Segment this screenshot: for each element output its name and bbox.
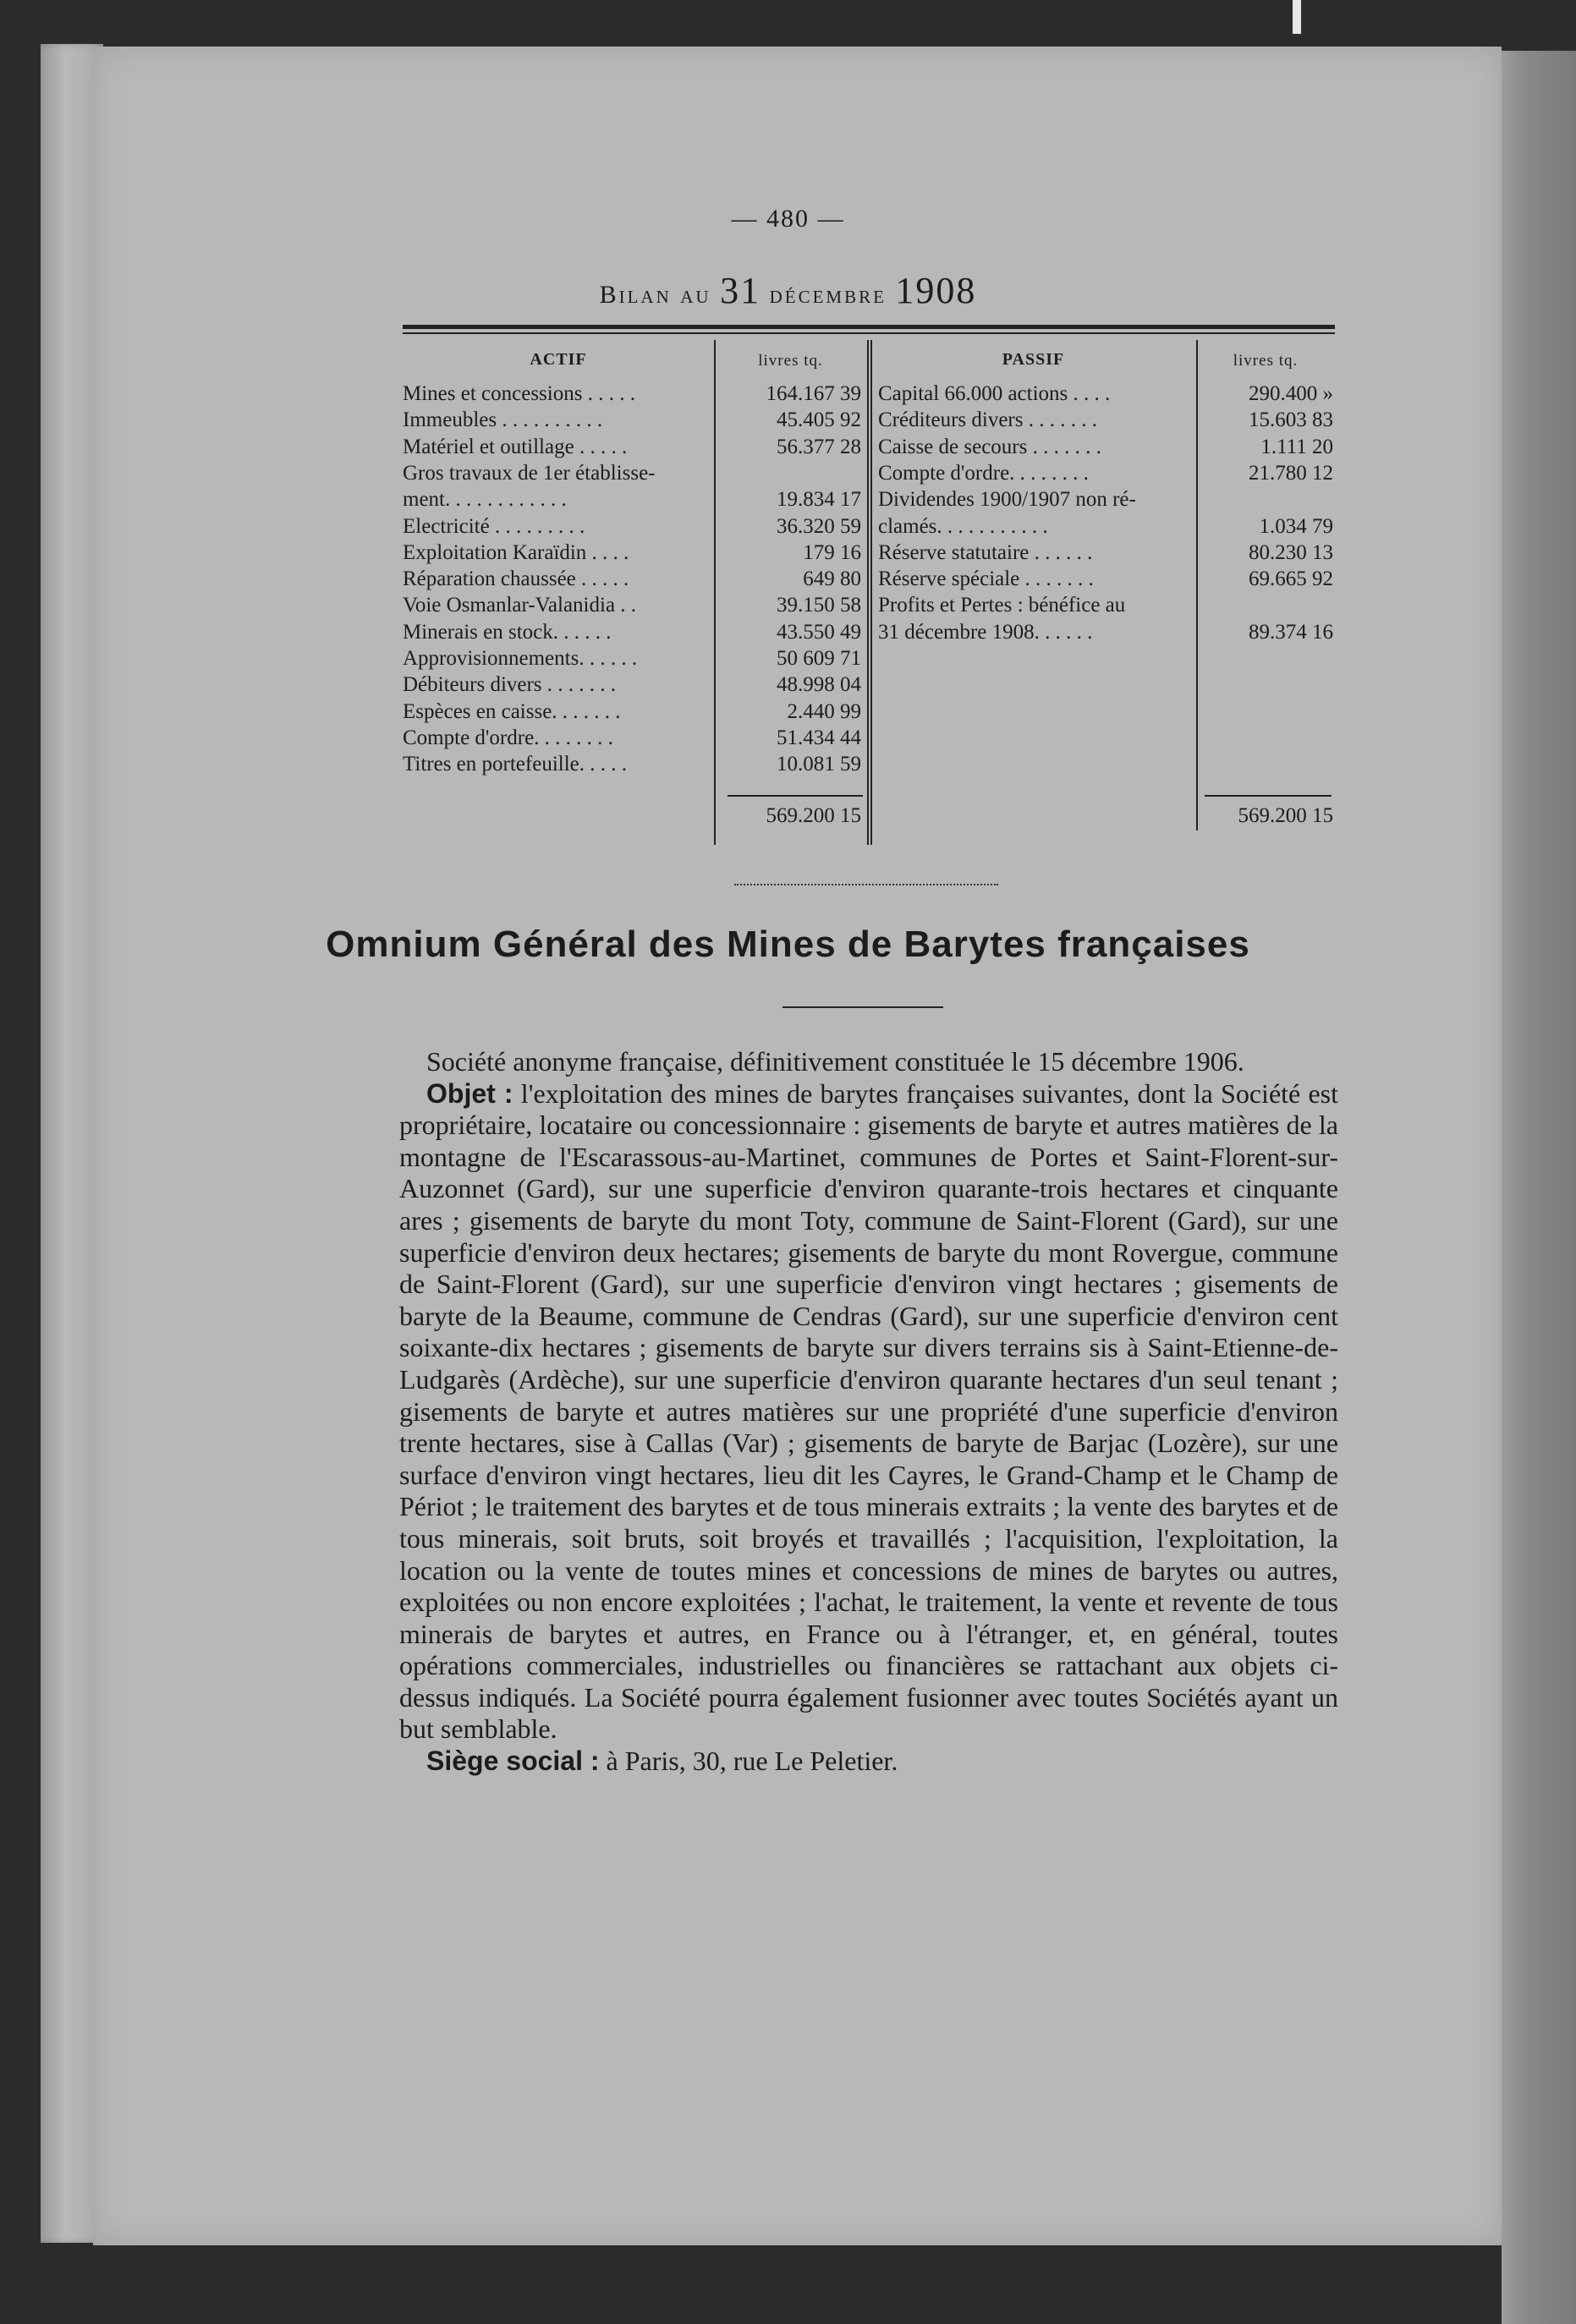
passif-row-label: Dividendes 1900/1907 non ré- (878, 488, 1136, 512)
passif-row-value: 1.034 79 (1259, 514, 1333, 538)
passif-row-label: Capital 66.000 actions . . . . (878, 382, 1111, 405)
actif-row-label: ment. . . . . . . . . . . . (403, 488, 567, 512)
table-top-rule-thin (403, 332, 1335, 334)
passif-row-value: 80.230 13 (1249, 540, 1333, 564)
passif-row-label: Profits et Pertes : bénéfice au (878, 594, 1126, 617)
column-divider (867, 340, 869, 845)
actif-row-label: Electricité . . . . . . . . . (403, 514, 585, 538)
passif-total: 569.200 15 (1238, 804, 1333, 827)
actif-total: 569.200 15 (766, 804, 861, 827)
passif-row-value: 69.665 92 (1249, 567, 1333, 591)
actif-row-label: Matériel et outillage . . . . . (403, 435, 628, 458)
objet-paragraph (399, 1078, 1338, 1746)
passif-row-value: 21.780 12 (1249, 461, 1333, 485)
passif-row-label: Créditeurs divers . . . . . . . (878, 408, 1097, 432)
actif-row-value: 179 16 (803, 540, 861, 564)
actif-header: ACTIF (530, 350, 587, 369)
bilan-title-month: décembre (769, 281, 887, 309)
actif-row-value: 50 609 71 (777, 647, 861, 670)
actif-row-label: Voie Osmanlar-Valanidia . . (403, 594, 637, 617)
column-divider (870, 340, 872, 845)
actif-row-value: 43.550 49 (777, 620, 861, 644)
actif-row-label: Espèces en caisse. . . . . . . (403, 699, 621, 723)
actif-row-label: Exploitation Karaïdin . . . . (403, 540, 629, 564)
passif-row-label: Réserve spéciale . . . . . . . (878, 567, 1094, 591)
passif-row-label: Compte d'ordre. . . . . . . . (878, 461, 1089, 485)
actif-total-rule (728, 795, 863, 797)
bilan-title-day: 31 (720, 270, 761, 311)
actif-row-value: 36.320 59 (777, 514, 861, 538)
siege-label: Siège social : (426, 1746, 600, 1777)
passif-row-value: 1.111 20 (1260, 435, 1333, 458)
bilan-title (0, 269, 1576, 312)
column-divider (714, 340, 716, 845)
passif-header: PASSIF (1002, 350, 1065, 369)
bilan-title-year: 1908 (895, 270, 977, 311)
actif-row-value: 56.377 28 (777, 435, 861, 458)
siege-paragraph (399, 1746, 1338, 1778)
actif-row-value: 48.998 04 (777, 673, 861, 697)
company-title: Omnium Général des Mines de Barytes françaises (326, 924, 1250, 965)
page-number: — 480 — (731, 205, 845, 233)
siege-text: à Paris, 30, rue Le Peletier. (606, 1746, 898, 1777)
passif-row-value: 15.603 83 (1249, 408, 1333, 432)
actif-row-value: 45.405 92 (777, 408, 861, 432)
objet-text: l'exploitation des mines de barytes françaises suivantes, dont la Société est propriétaire, locataire ou concessionnaire : gisements de baryte et autres matières de la montagne de l'Escarassous-au-Martinet, communes de Portes et Saint-Florent-sur-Auzonnet (Gard), sur une superficie d'environ quarante-trois hectares et cinquante ares ; gisements de baryte du mont Toty, commune de Saint-Florent (Gard), sur une superficie d'environ deux hectares; gisements de baryte du mont Rovergue, commune de Saint-Florent (Gard), sur une superficie d'environ vingt hectares ; gisements de baryte de la Beaume, commune de Cendras (Gard), sur une superficie d'environ cent soixante-dix hectares ; gisements de baryte sur divers terrains sis à Saint-Etienne-de-Ludgarès (Ardèche), sur une superficie d'environ quarante hectares d'un seul tenant ; gisements de baryte et autres matières sur une propriété d'une superficie d'environ trente hectares, sise à Callas (Var) ; gisements de baryte de Barjac (Lozère), sur une surface d'environ vingt hectares, lieu dit les Cayres, le Grand-Champ et le Champ de Périot ; le traitement des barytes et de tous minerais extraits ; la vente des barytes et de tous minerais, soit bruts, soit broyés et travaillés ; l'acquisition, l'exploitation, la location ou la vente de toutes mines et concessions de mines de barytes ou autres, exploitées ou non encore exploitées ; l'achat, le traitement, la vente et revente de tous minerais de barytes et autres, en France ou à l'étranger, et, en général, toutes opérations commerciales, industrielles ou financières se rattachant aux objets ci-dessus indiqués. La Société pourra également fusionner avec toutes Sociétés ayant un but semblable. (399, 1077, 1339, 1745)
actif-row-value: 164.167 39 (766, 382, 861, 405)
actif-row-label: Compte d'ordre. . . . . . . . (403, 726, 613, 749)
balance-sheet-table (403, 325, 1335, 845)
actif-row-value: 39.150 58 (777, 594, 861, 617)
passif-total-rule (1205, 795, 1332, 797)
passif-unit-header: livres tq. (1233, 352, 1299, 370)
passif-row-label: Réserve statutaire . . . . . . (878, 540, 1093, 564)
passif-row-value: 89.374 16 (1249, 620, 1333, 644)
actif-row-value: 19.834 17 (777, 488, 861, 512)
actif-unit-header: livres tq. (758, 352, 823, 370)
bilan-title-prefix: Bilan au (599, 281, 711, 309)
scan-corner-mark (1293, 0, 1301, 34)
actif-row-label: Réparation chaussée . . . . . (403, 567, 629, 591)
passif-row-label: 31 décembre 1908. . . . . . (878, 620, 1093, 644)
actif-row-value: 649 80 (803, 567, 861, 591)
facing-page-edge (1502, 51, 1576, 2324)
passif-row-label: clamés. . . . . . . . . . . (878, 514, 1048, 538)
actif-row-label: Gros travaux de 1er établisse- (403, 461, 656, 485)
section-separator (734, 884, 998, 891)
actif-row-label: Titres en portefeuille. . . . . (403, 753, 628, 776)
actif-row-label: Mines et concessions . . . . . (403, 382, 635, 405)
actif-row-label: Débiteurs divers . . . . . . . (403, 673, 617, 697)
objet-label: Objet : (426, 1077, 513, 1109)
company-description (399, 1046, 1338, 1778)
scan-top-band (0, 0, 1576, 47)
actif-row-label: Minerais en stock. . . . . . (403, 620, 612, 644)
title-underline (783, 1006, 943, 1008)
actif-row-value: 51.434 44 (777, 726, 861, 749)
passif-row-value: 290.400 » (1249, 382, 1333, 405)
actif-row-label: Approvisionnements. . . . . . (403, 647, 638, 670)
passif-row-label: Caisse de secours . . . . . . . (878, 435, 1101, 458)
actif-row-value: 2.440 99 (787, 699, 861, 723)
intro-paragraph: Société anonyme française, définitivement constituée le 15 décembre 1906. (426, 1046, 1244, 1077)
actif-row-label: Immeubles . . . . . . . . . . (403, 408, 603, 432)
actif-row-value: 10.081 59 (777, 753, 861, 776)
table-top-rule (403, 325, 1335, 329)
